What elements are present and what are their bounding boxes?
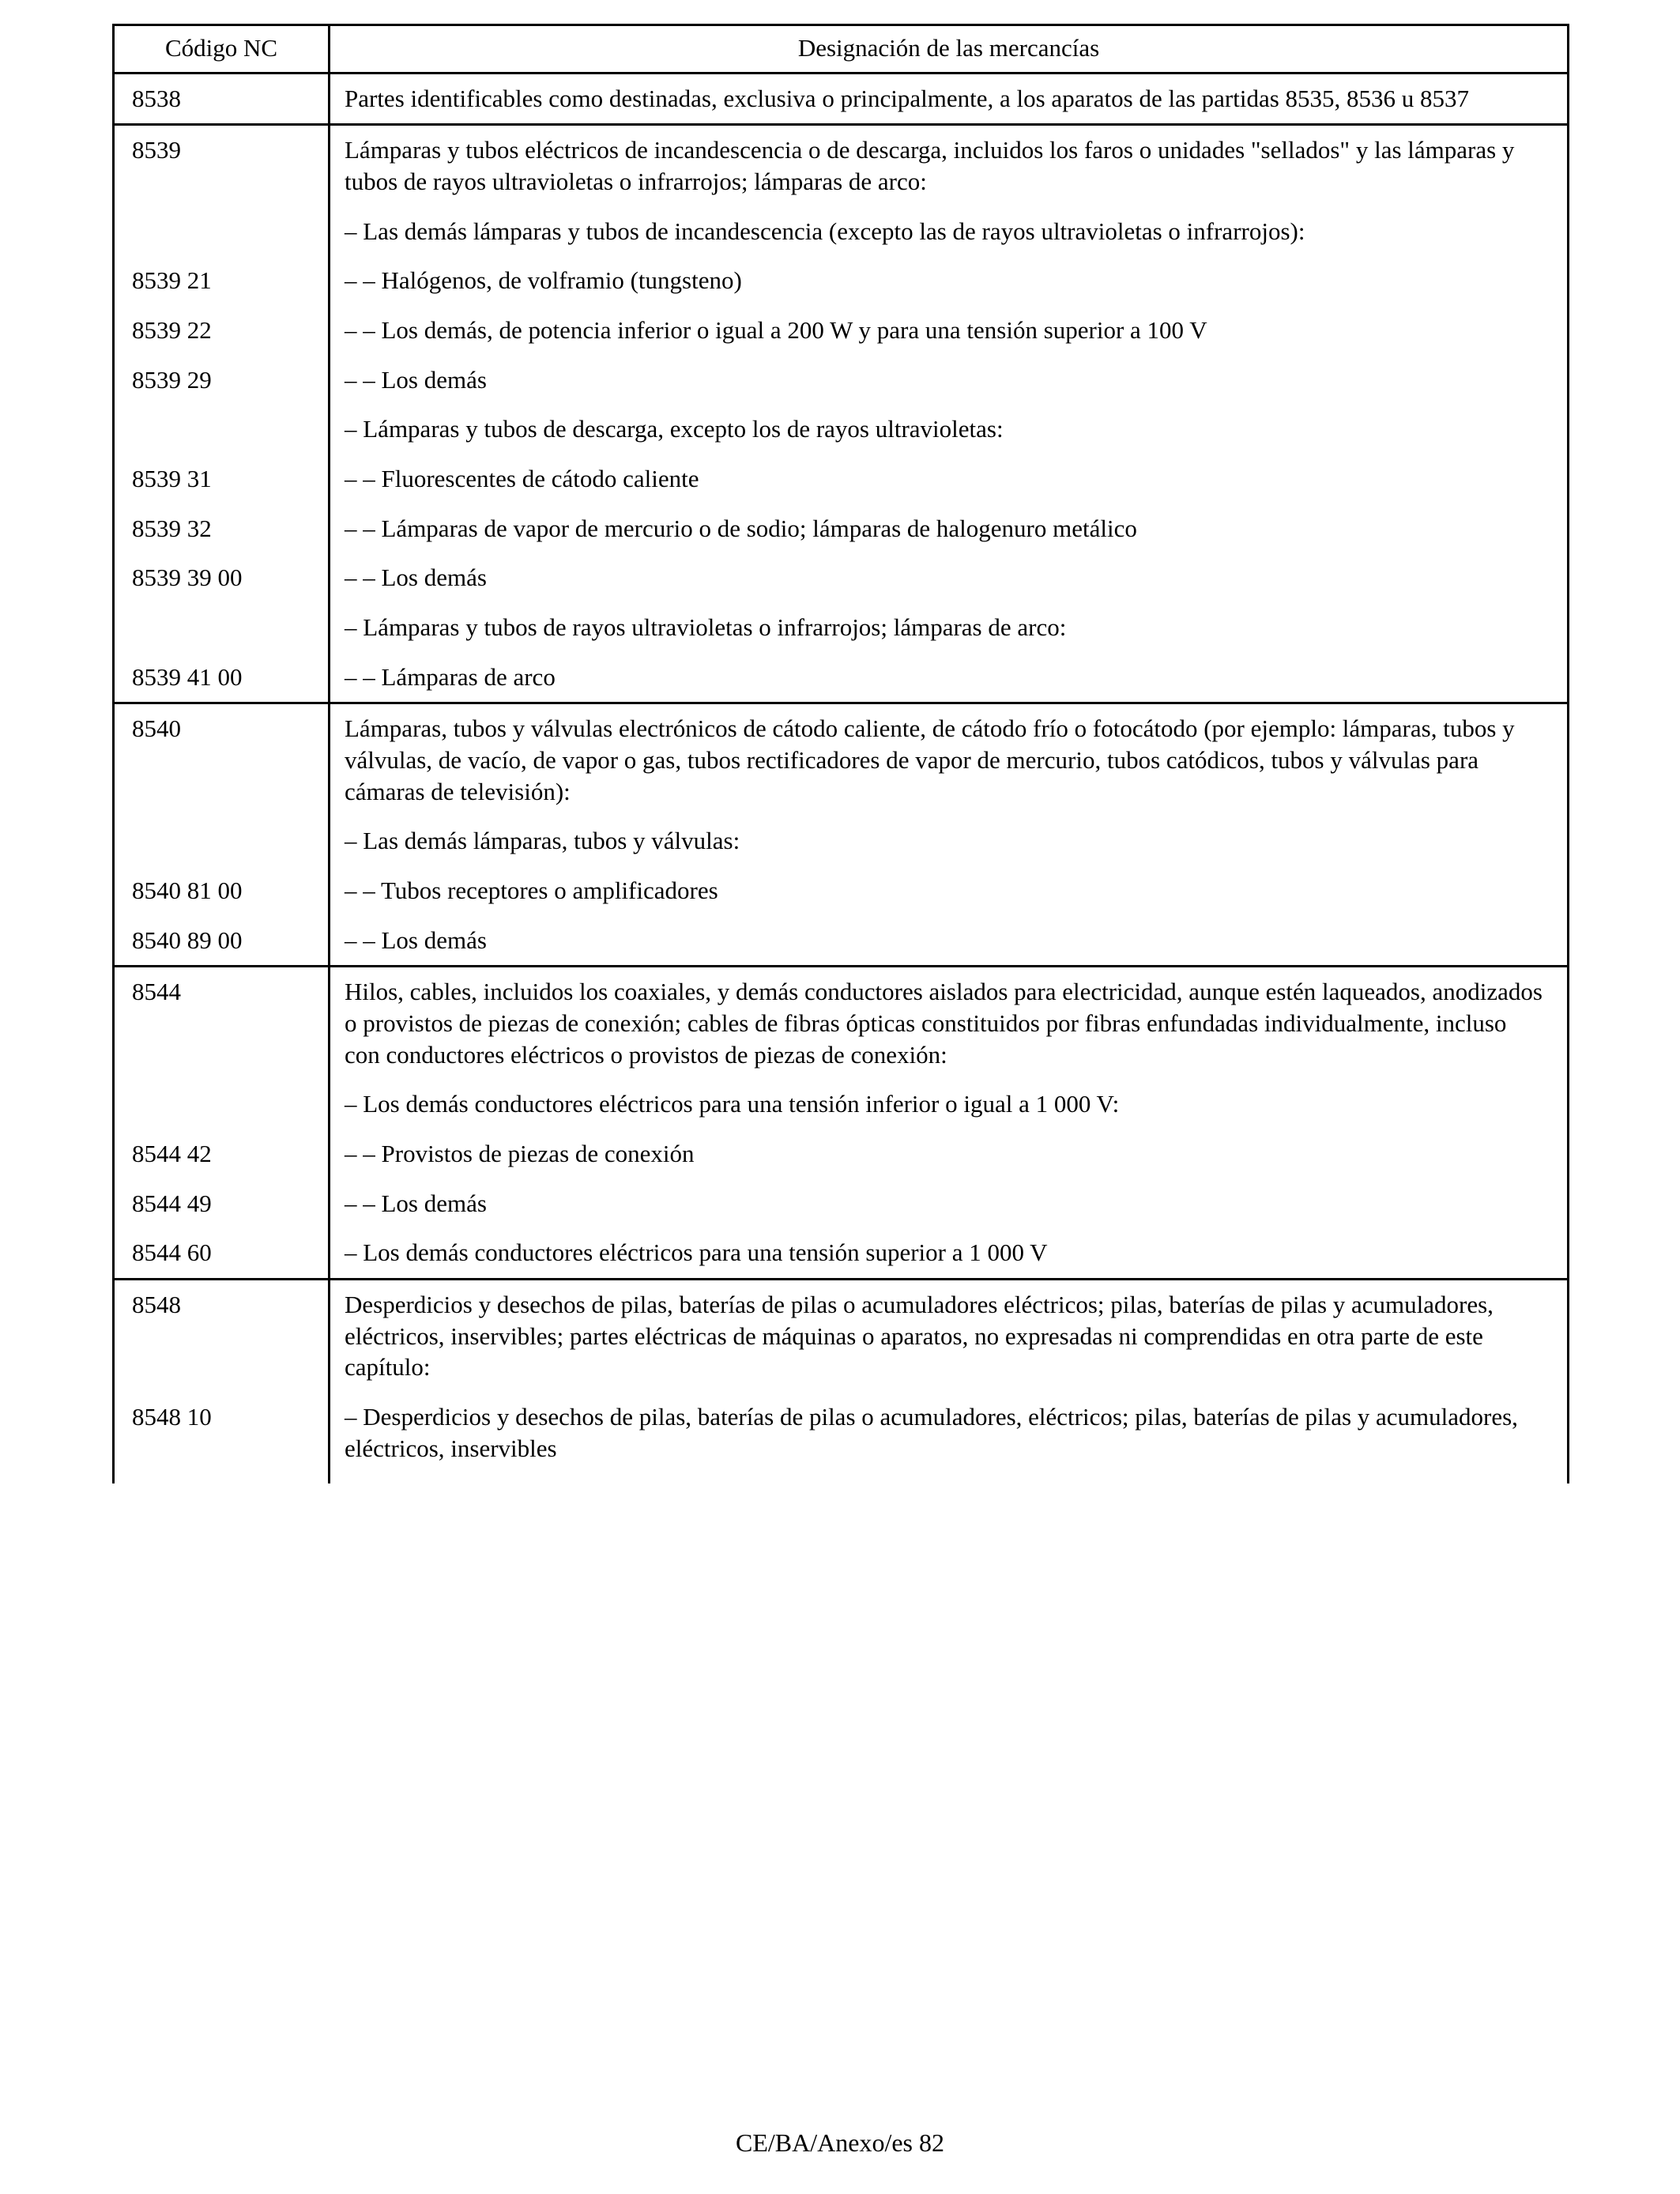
description-cell: Lámparas, tubos y válvulas electrónicos de cátodo caliente, de cátodo frío o fotocátodo (por ejemplo: lámparas, tubos y válvulas, de vacío, de vapor o gas, tubos rectificadores de vapor de mercurio, tubos catódicos, tubos y válvulas para cámaras de televisión): (330, 703, 1569, 817)
column-header-designacion: Designación de las mercancías (330, 25, 1569, 74)
code-cell (114, 603, 330, 653)
description-cell: – Los demás conductores eléctricos para una tensión inferior o igual a 1 000 V: (345, 1090, 1120, 1118)
table-row (114, 256, 1569, 306)
table-row (114, 504, 1569, 554)
tariff-table (112, 24, 1569, 1483)
code-cell (114, 207, 330, 257)
description-cell: Hilos, cables, incluidos los coaxiales, y demás conductores aislados para electricidad, aunque estén laqueados, anodizados o provistos de piezas de conexión; cables de fibras ópticas constituidos por fibras enfundadas individualmente, incluso con conductores eléctricos o provistos de piezas de conexión: (330, 967, 1569, 1080)
code-cell: 8540 81 00 (114, 866, 330, 916)
description-cell: – – Halógenos, de volframio (tungsteno) (345, 266, 742, 295)
description-cell: – Las demás lámparas y tubos de incandescencia (excepto las de rayos ultravioletas o infrarrojos): (345, 217, 1305, 245)
description-cell: – – Los demás (345, 564, 487, 592)
description-cell: Partes identificables como destinadas, exclusiva o principalmente, a los aparatos de las partidas 8535, 8536 u 8537 (330, 73, 1569, 125)
description-cell: Lámparas y tubos eléctricos de incandescencia o de descarga, incluidos los faros o unidades "sellados" y las lámparas y tubos de rayos ultravioletas o infrarrojos; lámparas de arco: (330, 125, 1569, 207)
table-row (114, 866, 1569, 916)
code-cell: 8539 22 (114, 306, 330, 356)
table-row (114, 1393, 1569, 1483)
description-cell: – – Lámparas de arco (345, 662, 556, 691)
description-cell: – – Los demás (345, 925, 487, 954)
table-row (114, 1228, 1569, 1279)
code-cell: 8539 39 00 (114, 553, 330, 603)
table-row (114, 454, 1569, 504)
description-cell: – Las demás lámparas, tubos y válvulas: (345, 827, 740, 855)
code-cell: 8548 (114, 1280, 330, 1393)
table-row (114, 553, 1569, 603)
code-cell (114, 405, 330, 454)
code-cell: 8538 (114, 73, 330, 125)
table-row (114, 653, 1569, 703)
table-row (114, 1080, 1569, 1129)
column-header-codigo-nc: Código NC (114, 25, 330, 74)
description-cell: – – Los demás (345, 365, 487, 394)
table-row (114, 967, 1569, 1080)
description-cell: – Desperdicios y desechos de pilas, baterías de pilas o acumuladores, eléctricos; pilas, baterías de pilas y acumuladores, eléctricos, inservibles (345, 1403, 1518, 1462)
table-row (114, 1179, 1569, 1229)
code-cell: 8544 49 (114, 1179, 330, 1229)
code-cell: 8540 89 00 (114, 916, 330, 967)
code-cell: 8539 32 (114, 504, 330, 554)
description-cell: – Lámparas y tubos de rayos ultravioletas o infrarrojos; lámparas de arco: (345, 613, 1067, 642)
table-row (114, 207, 1569, 257)
description-cell: – – Lámparas de vapor de mercurio o de sodio; lámparas de halogenuro metálico (345, 514, 1137, 542)
page-footer: CE/BA/Anexo/es 82 (736, 2128, 944, 2157)
table-row (114, 405, 1569, 454)
table-row (114, 356, 1569, 405)
description-cell: – – Provistos de piezas de conexión (345, 1140, 695, 1168)
code-cell: 8539 31 (114, 454, 330, 504)
code-cell: 8548 10 (114, 1393, 330, 1483)
table-row (114, 1129, 1569, 1179)
table-row (114, 816, 1569, 866)
table-row (114, 703, 1569, 817)
table-body (114, 73, 1569, 1483)
code-cell: 8544 42 (114, 1129, 330, 1179)
table-row (114, 73, 1569, 125)
description-cell: – Lámparas y tubos de descarga, excepto los de rayos ultravioletas: (345, 415, 1004, 443)
table-row (114, 603, 1569, 653)
description-cell: – – Tubos receptores o amplificadores (345, 876, 718, 905)
code-cell: 8540 (114, 703, 330, 817)
code-cell: 8544 60 (114, 1228, 330, 1279)
code-cell: 8539 29 (114, 356, 330, 405)
description-cell: – – Los demás (345, 1189, 487, 1217)
table-row (114, 306, 1569, 356)
code-cell: 8539 41 00 (114, 653, 330, 703)
table-row (114, 125, 1569, 207)
table-row (114, 1280, 1569, 1393)
code-cell: 8539 (114, 125, 330, 207)
description-cell: – Los demás conductores eléctricos para una tensión superior a 1 000 V (345, 1238, 1048, 1267)
code-cell: 8544 (114, 967, 330, 1080)
code-cell: 8539 21 (114, 256, 330, 306)
table-row (114, 916, 1569, 967)
table-header-row (114, 25, 1569, 74)
code-cell (114, 1080, 330, 1129)
description-cell: – – Los demás, de potencia inferior o igual a 200 W y para una tensión superior a 100 V (345, 316, 1207, 345)
description-cell: – – Fluorescentes de cátodo caliente (345, 465, 699, 493)
description-cell: Desperdicios y desechos de pilas, baterías de pilas o acumuladores eléctricos; pilas, baterías de pilas y acumuladores, eléctricos, inservibles; partes eléctricas de máquinas o aparatos, no expresadas ni comprendidas en otra parte de este capítulo: (330, 1280, 1569, 1393)
code-cell (114, 816, 330, 866)
